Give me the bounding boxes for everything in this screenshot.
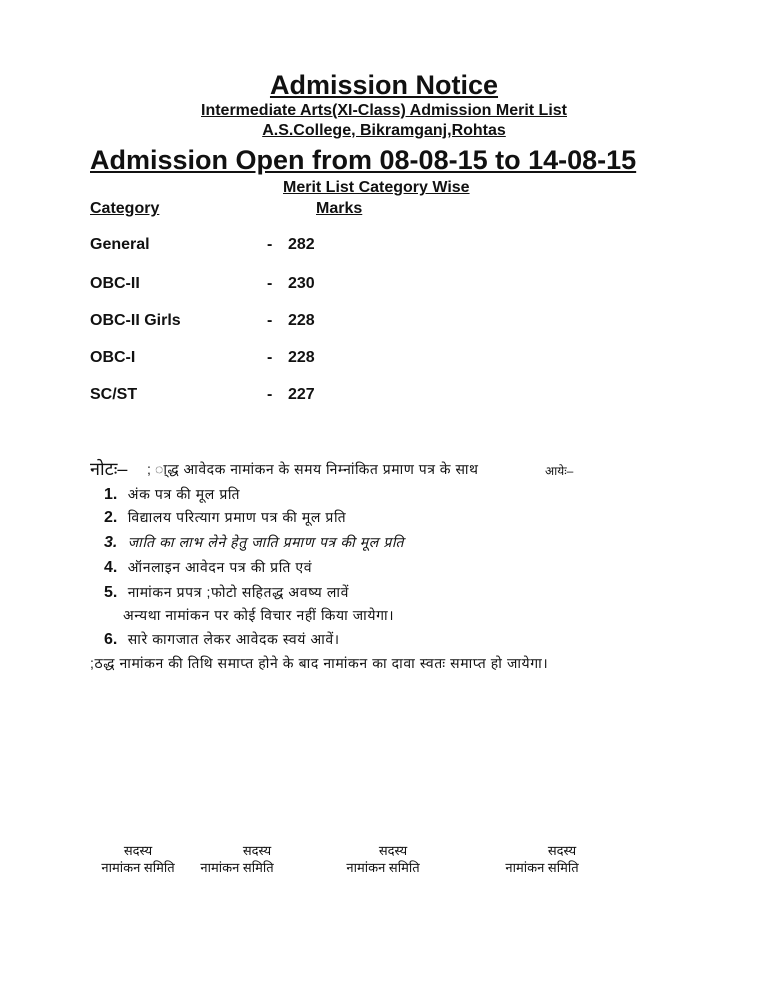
footer-note: ;ठद्ध नामांकन की तिथि समाप्त होने के बाद नामांकन का दावा स्वतः समाप्त हो जायेगा। (90, 655, 549, 671)
merit-list-subtitle: Intermediate Arts(XI-Class) Admission Merit List (201, 102, 567, 119)
merit-marks: 282 (288, 236, 315, 253)
signature-role: सदस्य (123, 843, 153, 858)
note-lead-tail: आयेः– (545, 464, 574, 478)
merit-category: SC/ST (90, 386, 138, 403)
merit-marks: 227 (288, 386, 315, 403)
college-name: A.S.College, Bikramganj,Rohtas (262, 122, 506, 139)
note-item-text: जाति का लाभ लेने हेतु जाति प्रमाण पत्र की मूल प्रति (127, 534, 405, 550)
merit-category: OBC-II Girls (90, 312, 181, 329)
note-list-item (104, 508, 346, 527)
merit-marks: 228 (288, 312, 315, 329)
signature-committee: नामांकन समिति (200, 860, 274, 875)
merit-dash: - (267, 349, 273, 366)
note-label: नोटः– (90, 459, 128, 479)
signature-block (333, 842, 433, 876)
note-item-text: नामांकन प्रपत्र ;फोटो सहितद्ध अवष्य लावें (127, 584, 349, 600)
page-title: Admission Notice (269, 70, 499, 100)
note-item-number: 6. (104, 631, 118, 648)
signature-role: सदस्य (242, 843, 272, 858)
note-item-text: ऑनलाइन आवेदन पत्र की प्रति एवं (127, 559, 313, 575)
admission-open-dates: Admission Open from 08-08-15 to 14-08-15 (90, 145, 637, 175)
merit-category: General (90, 236, 150, 253)
note-list-item (104, 533, 404, 552)
note-item-text: सारे कागजात लेकर आवेदक स्वयं आवें। (127, 631, 340, 647)
note-list-item (104, 558, 312, 577)
note-list-item (104, 630, 340, 649)
note-item-continuation: अन्यथा नामांकन पर कोई विचार नहीं किया जायेगा। (123, 607, 395, 623)
merit-dash: - (267, 275, 273, 292)
merit-marks: 228 (288, 349, 315, 366)
note-list-item (104, 583, 349, 602)
signature-role: सदस्य (547, 843, 577, 858)
merit-dash: - (267, 236, 273, 253)
merit-dash: - (267, 312, 273, 329)
signature-role: सदस्य (378, 843, 408, 858)
note-item-number: 5. (104, 584, 118, 601)
merit-category: OBC-I (90, 349, 136, 366)
note-lead-text: ; ा्द्ध आवेदक नामांकन के समय निम्नांकित प्रमाण पत्र के साथ (147, 461, 479, 477)
note-item-number: 1. (104, 486, 118, 503)
merit-dash: - (267, 386, 273, 403)
signature-block (492, 842, 592, 876)
category-column-header: Category (90, 200, 160, 217)
note-list-item (104, 485, 240, 504)
merit-list-title: Merit List Category Wise (283, 179, 470, 196)
marks-column-header: Marks (316, 200, 363, 217)
note-item-number: 3. (104, 534, 118, 551)
signature-committee: नामांकन समिति (101, 860, 175, 875)
note-item-number: 4. (104, 559, 118, 576)
note-item-number: 2. (104, 509, 118, 526)
signature-committee: नामांकन समिति (346, 860, 420, 875)
merit-category: OBC-II (90, 275, 140, 292)
signature-committee: नामांकन समिति (505, 860, 579, 875)
merit-marks: 230 (288, 275, 315, 292)
signature-block (187, 842, 287, 876)
note-item-text: अंक पत्र की मूल प्रति (127, 486, 241, 502)
signature-block (88, 842, 188, 876)
note-item-text: विद्यालय परित्याग प्रमाण पत्र की मूल प्रति (127, 509, 347, 525)
